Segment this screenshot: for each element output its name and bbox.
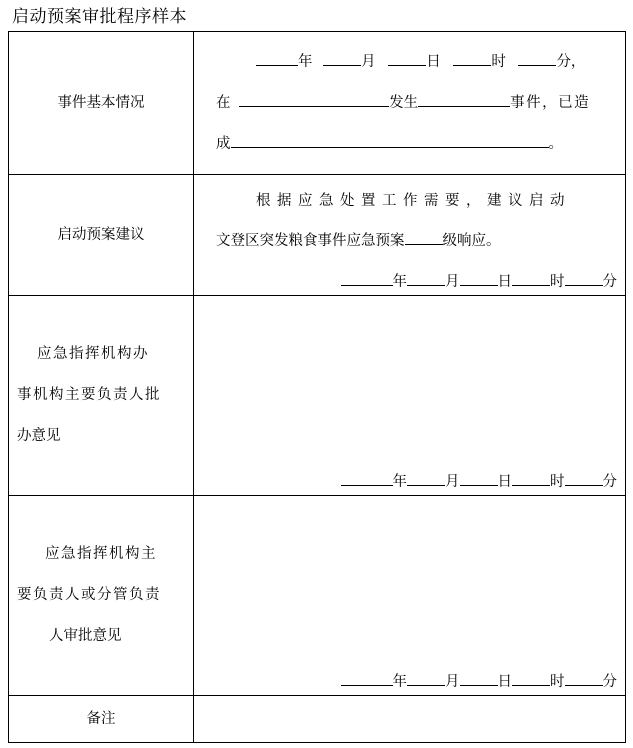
activation-proposal-content bbox=[194, 175, 626, 296]
day-blank[interactable] bbox=[460, 269, 498, 286]
table-row-activation-proposal bbox=[9, 175, 626, 296]
month-text: 月 bbox=[445, 474, 460, 490]
office-label-line-1 bbox=[17, 334, 185, 375]
hour-blank[interactable] bbox=[512, 469, 550, 486]
cause-line bbox=[216, 124, 617, 165]
day-text: 日 bbox=[497, 274, 512, 290]
office-label-line-2: 事机构主要负责人批 bbox=[17, 387, 161, 403]
minute-blank[interactable] bbox=[565, 669, 603, 686]
month-text: 月 bbox=[445, 674, 460, 690]
datetime-line bbox=[216, 42, 617, 83]
year-blank[interactable] bbox=[256, 48, 298, 66]
at-text: 在 bbox=[216, 94, 231, 111]
period-text: 。 bbox=[548, 135, 563, 152]
day-text: 日 bbox=[497, 474, 512, 490]
month-blank[interactable] bbox=[407, 269, 445, 286]
response-level-blank[interactable] bbox=[405, 227, 443, 245]
activation-proposal-label: 启动预案建议 bbox=[57, 227, 145, 243]
hour-text: 时 bbox=[550, 474, 565, 490]
year-text: 年 bbox=[392, 274, 407, 290]
year-blank[interactable] bbox=[341, 269, 393, 286]
proposal-line-1 bbox=[216, 181, 617, 221]
office-label-line-3: 办意见 bbox=[17, 428, 61, 444]
label-cell bbox=[9, 696, 194, 743]
label-cell bbox=[9, 496, 194, 696]
page-title: 启动预案审批程序样本 bbox=[12, 7, 187, 27]
leader-label-line-2: 要负责人或分管负责 bbox=[17, 587, 161, 603]
event-basics-label: 事件基本情况 bbox=[57, 95, 145, 111]
date-line bbox=[341, 269, 618, 295]
table-row-remarks bbox=[9, 696, 626, 743]
date-line bbox=[341, 469, 618, 495]
proposal-text-2a: 文登区突发粮食事件应急预案 bbox=[216, 233, 405, 249]
month-text: 月 bbox=[445, 274, 460, 290]
cause-text: 成 bbox=[216, 135, 231, 152]
hour-blank[interactable] bbox=[453, 48, 491, 66]
event-type-blank[interactable] bbox=[418, 89, 510, 107]
label-text: 应急指挥机构主 bbox=[45, 546, 157, 562]
month-blank[interactable] bbox=[407, 669, 445, 686]
date-line bbox=[341, 669, 618, 695]
office-opinion-label bbox=[9, 334, 193, 457]
minute-text: 分 bbox=[602, 274, 617, 290]
hour-text: 时 bbox=[550, 274, 565, 290]
table-row-leader-opinion bbox=[9, 496, 626, 696]
minute-blank[interactable] bbox=[565, 469, 603, 486]
day-blank[interactable] bbox=[460, 669, 498, 686]
day-blank[interactable] bbox=[388, 48, 426, 66]
location-line bbox=[216, 83, 617, 124]
hour-blank[interactable] bbox=[512, 269, 550, 286]
year-blank[interactable] bbox=[341, 669, 393, 686]
table-row-office-opinion bbox=[9, 296, 626, 496]
year-text: 年 bbox=[392, 474, 407, 490]
minute-blank[interactable] bbox=[518, 48, 556, 66]
label-text: 人审批意见 bbox=[49, 628, 122, 644]
leader-opinion-content[interactable] bbox=[194, 496, 626, 696]
label-cell bbox=[9, 296, 194, 496]
hour-text: 时 bbox=[550, 674, 565, 690]
leader-label-line-1 bbox=[17, 534, 185, 575]
remarks-label: 备注 bbox=[86, 711, 116, 727]
office-opinion-content[interactable] bbox=[194, 296, 626, 496]
consequence-blank[interactable] bbox=[231, 130, 549, 148]
approval-form-table bbox=[8, 31, 626, 743]
minute-text: 分 bbox=[602, 474, 617, 490]
proposal-text-2b: 级响应。 bbox=[442, 233, 501, 249]
minute-blank[interactable] bbox=[565, 269, 603, 286]
label-cell bbox=[9, 175, 194, 296]
month-blank[interactable] bbox=[407, 469, 445, 486]
day-text: 日 bbox=[426, 53, 441, 70]
leader-label-line-3 bbox=[17, 616, 185, 657]
day-text: 日 bbox=[497, 674, 512, 690]
minute-text: 分 bbox=[602, 674, 617, 690]
occur-text: 发生 bbox=[389, 94, 419, 111]
month-blank[interactable] bbox=[323, 48, 361, 66]
label-text: 应急指挥机构办 bbox=[37, 346, 149, 362]
proposal-line-2 bbox=[216, 221, 617, 261]
event-basics-content bbox=[194, 32, 626, 175]
year-text: 年 bbox=[392, 674, 407, 690]
day-blank[interactable] bbox=[460, 469, 498, 486]
minute-text: 分， bbox=[556, 53, 586, 70]
year-blank[interactable] bbox=[341, 469, 393, 486]
proposal-text-1: 根据应急处置工作需要，建议启动 bbox=[256, 193, 571, 209]
label-cell bbox=[9, 32, 194, 175]
location-blank[interactable] bbox=[239, 89, 389, 107]
leader-opinion-label bbox=[9, 534, 193, 657]
table-row-event-basics bbox=[9, 32, 626, 175]
remarks-content[interactable] bbox=[194, 696, 626, 743]
year-text: 年 bbox=[298, 53, 313, 70]
month-text: 月 bbox=[361, 53, 376, 70]
event-text: 事件，已造 bbox=[510, 94, 591, 111]
hour-text: 时 bbox=[491, 53, 506, 70]
hour-blank[interactable] bbox=[512, 669, 550, 686]
